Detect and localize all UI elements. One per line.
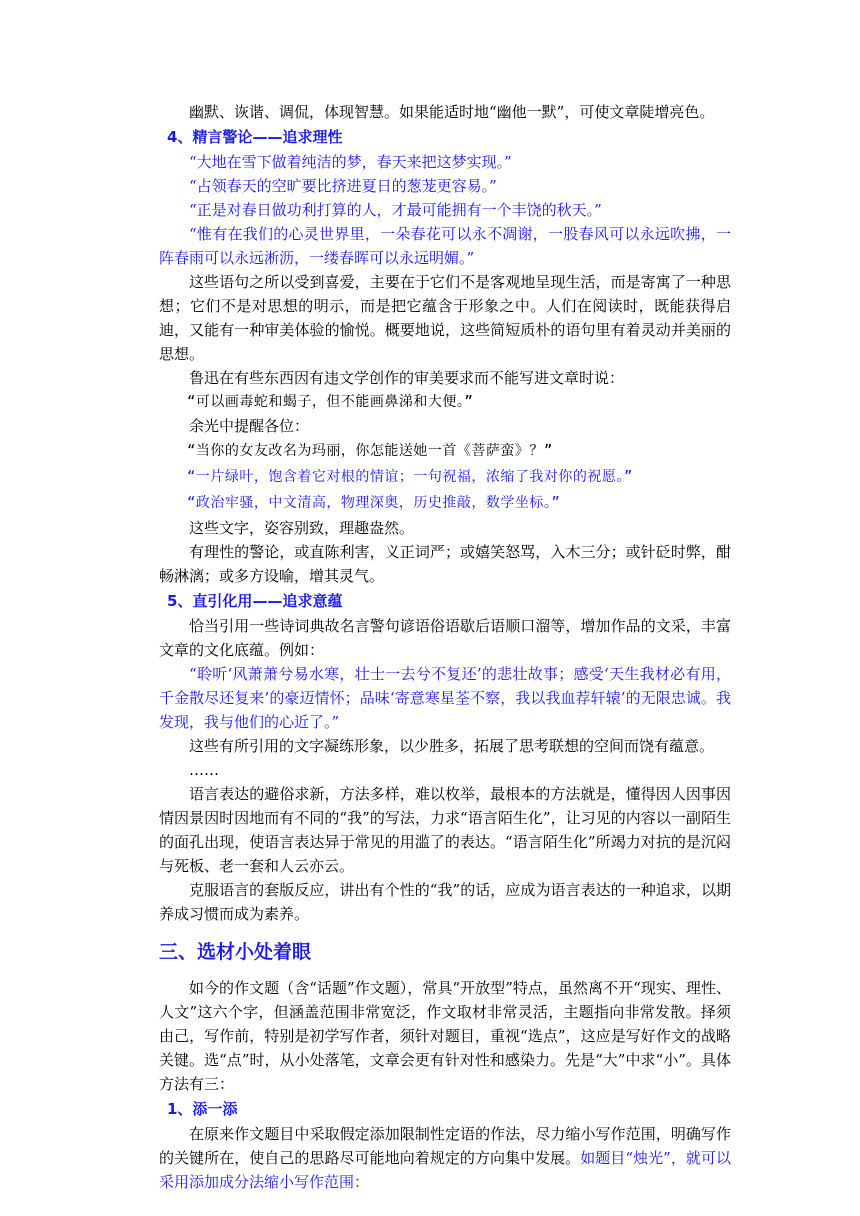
heading-4: 4、精言警论——追求理性 (167, 128, 343, 146)
paragraph-quote: 恰当引用一些诗词典故名言警句谚语俗语歇后语顺口溜等，增加作品的文采，丰富文章的文化底蕴。例如： (159, 617, 731, 659)
quote-1: “大地在雪下做着纯洁的梦，春天来把这梦实现。” (189, 153, 512, 171)
yu-quote-1: “当你的女友改名为玛丽，你怎能送她一首《菩萨蛮》？” (187, 443, 553, 459)
citation-quote: “聆听‘风萧萧兮易水寒，壮士一去兮不复还’的悲壮故事；感受‘天生我材必有用，千金散尽还复来’的豪迈情怀；品味‘寄意寒星荃不察，我以我血荐轩辕’的无限忠诚。我发现，我与他们的心近了。” (159, 665, 731, 731)
paragraph-yu: 余光中提醒各位： (189, 417, 310, 435)
paragraph-cite: 这些有所引用的文字凝练形象，以少胜多，拓展了思考联想的空间而饶有蕴意。 (189, 737, 715, 755)
luxun-quote: “可以画毒蛇和蝎子，但不能画鼻涕和大便。” (187, 394, 474, 410)
paragraph-add (159, 1122, 731, 1194)
section-3-heading: 三、选材小处着眼 (159, 941, 312, 963)
quote-4: “惟有在我们的心灵世界里，一朵春花可以永不凋谢，一股春风可以永远吹拂，一阵春雨可以永远淅沥，一缕春晖可以永远明媚。” (159, 225, 731, 267)
paragraph-overcome: 克服语言的套版反应，讲出有个性的“我”的话，应成为语言表达的一种追求，以期养成习惯而成为素养。 (159, 881, 731, 923)
paragraph-luxun: 鲁迅在有些东西因有违文学创作的审美要求而不能写进文章时说： (189, 369, 625, 387)
heading-1: 1、添一添 (167, 1100, 238, 1118)
paragraph-topic: 如今的作文题（含“话题”作文题），常具“开放型”特点，虽然离不开“现实、理性、人文”这六个字，但涵盖范围非常宽泛，作文取材非常灵活，主题指向非常发散。择须由己，写作前，特别是初学写作者，须针对题目，重视“选点”，这应是写好作文的战略关键。选“点”时，从小处落笔，文章会更有针对性和感染力。先是“大”中求“小”。具体方法有三： (159, 979, 731, 1093)
paragraph-style: 这些文字，姿容别致，理趣盎然。 (189, 519, 415, 537)
ellipsis: …… (189, 761, 219, 779)
paragraph-humor: 幽默、诙谐、调侃，体现智慧。如果能适时地“幽他一默”，可使文章陡增亮色。 (189, 103, 715, 121)
quote-3: “正是对春日做功利打算的人，才最可能拥有一个丰饶的秋天。” (189, 201, 602, 219)
yu-quote-3: “政治牢骚，中文清高，物理深奥，历史推敲，数学坐标。” (187, 495, 561, 511)
quote-2: “占领春天的空旷要比挤进夏日的葱茏更容易。” (189, 177, 497, 195)
heading-5: 5、直引化用——追求意蕴 (167, 592, 343, 610)
document-page (159, 100, 731, 1194)
yu-quote-2: “一片绿叶，饱含着它对根的情谊；一句祝福，浓缩了我对你的祝愿。” (187, 469, 633, 485)
paragraph-add-text: 在原来作文题目中采取假定添加限制性定语的作法，尽力缩小写作范围，明确写作的关键所在，使自己的思路尽可能地向着规定的方向集中发展。 (159, 1125, 731, 1167)
paragraph-reason2: 有理性的警论，或直陈利害，义正词严；或嬉笑怒骂，入木三分；或针砭时弊，酣畅淋漓；或多方设喻，增其灵气。 (159, 543, 731, 585)
paragraph-summary: 语言表达的避俗求新，方法多样，难以枚举，最根本的方法就是，懂得因人因事因情因景因时因地而有不同的“我”的写法，力求“语言陌生化”，让习见的内容以一副陌生的面孔出现，使语言表达异于常见的用滥了的表达。“语言陌生化”所竭力对抗的是沉闷与死板、老一套和人云亦云。 (159, 785, 731, 875)
paragraph-add-example: 如题目“烛光”，就可以采用添加成分法缩小写作范围： (159, 1149, 731, 1191)
paragraph-reason: 这些语句之所以受到喜爱，主要在于它们不是客观地呈现生活，而是寄寓了一种思想；它们不是对思想的明示，而是把它蕴含于形象之中。人们在阅读时，既能获得启迪，又能有一种审美体验的愉悦。概要地说，这些简短质朴的语句里有着灵动并美丽的思想。 (159, 273, 731, 363)
